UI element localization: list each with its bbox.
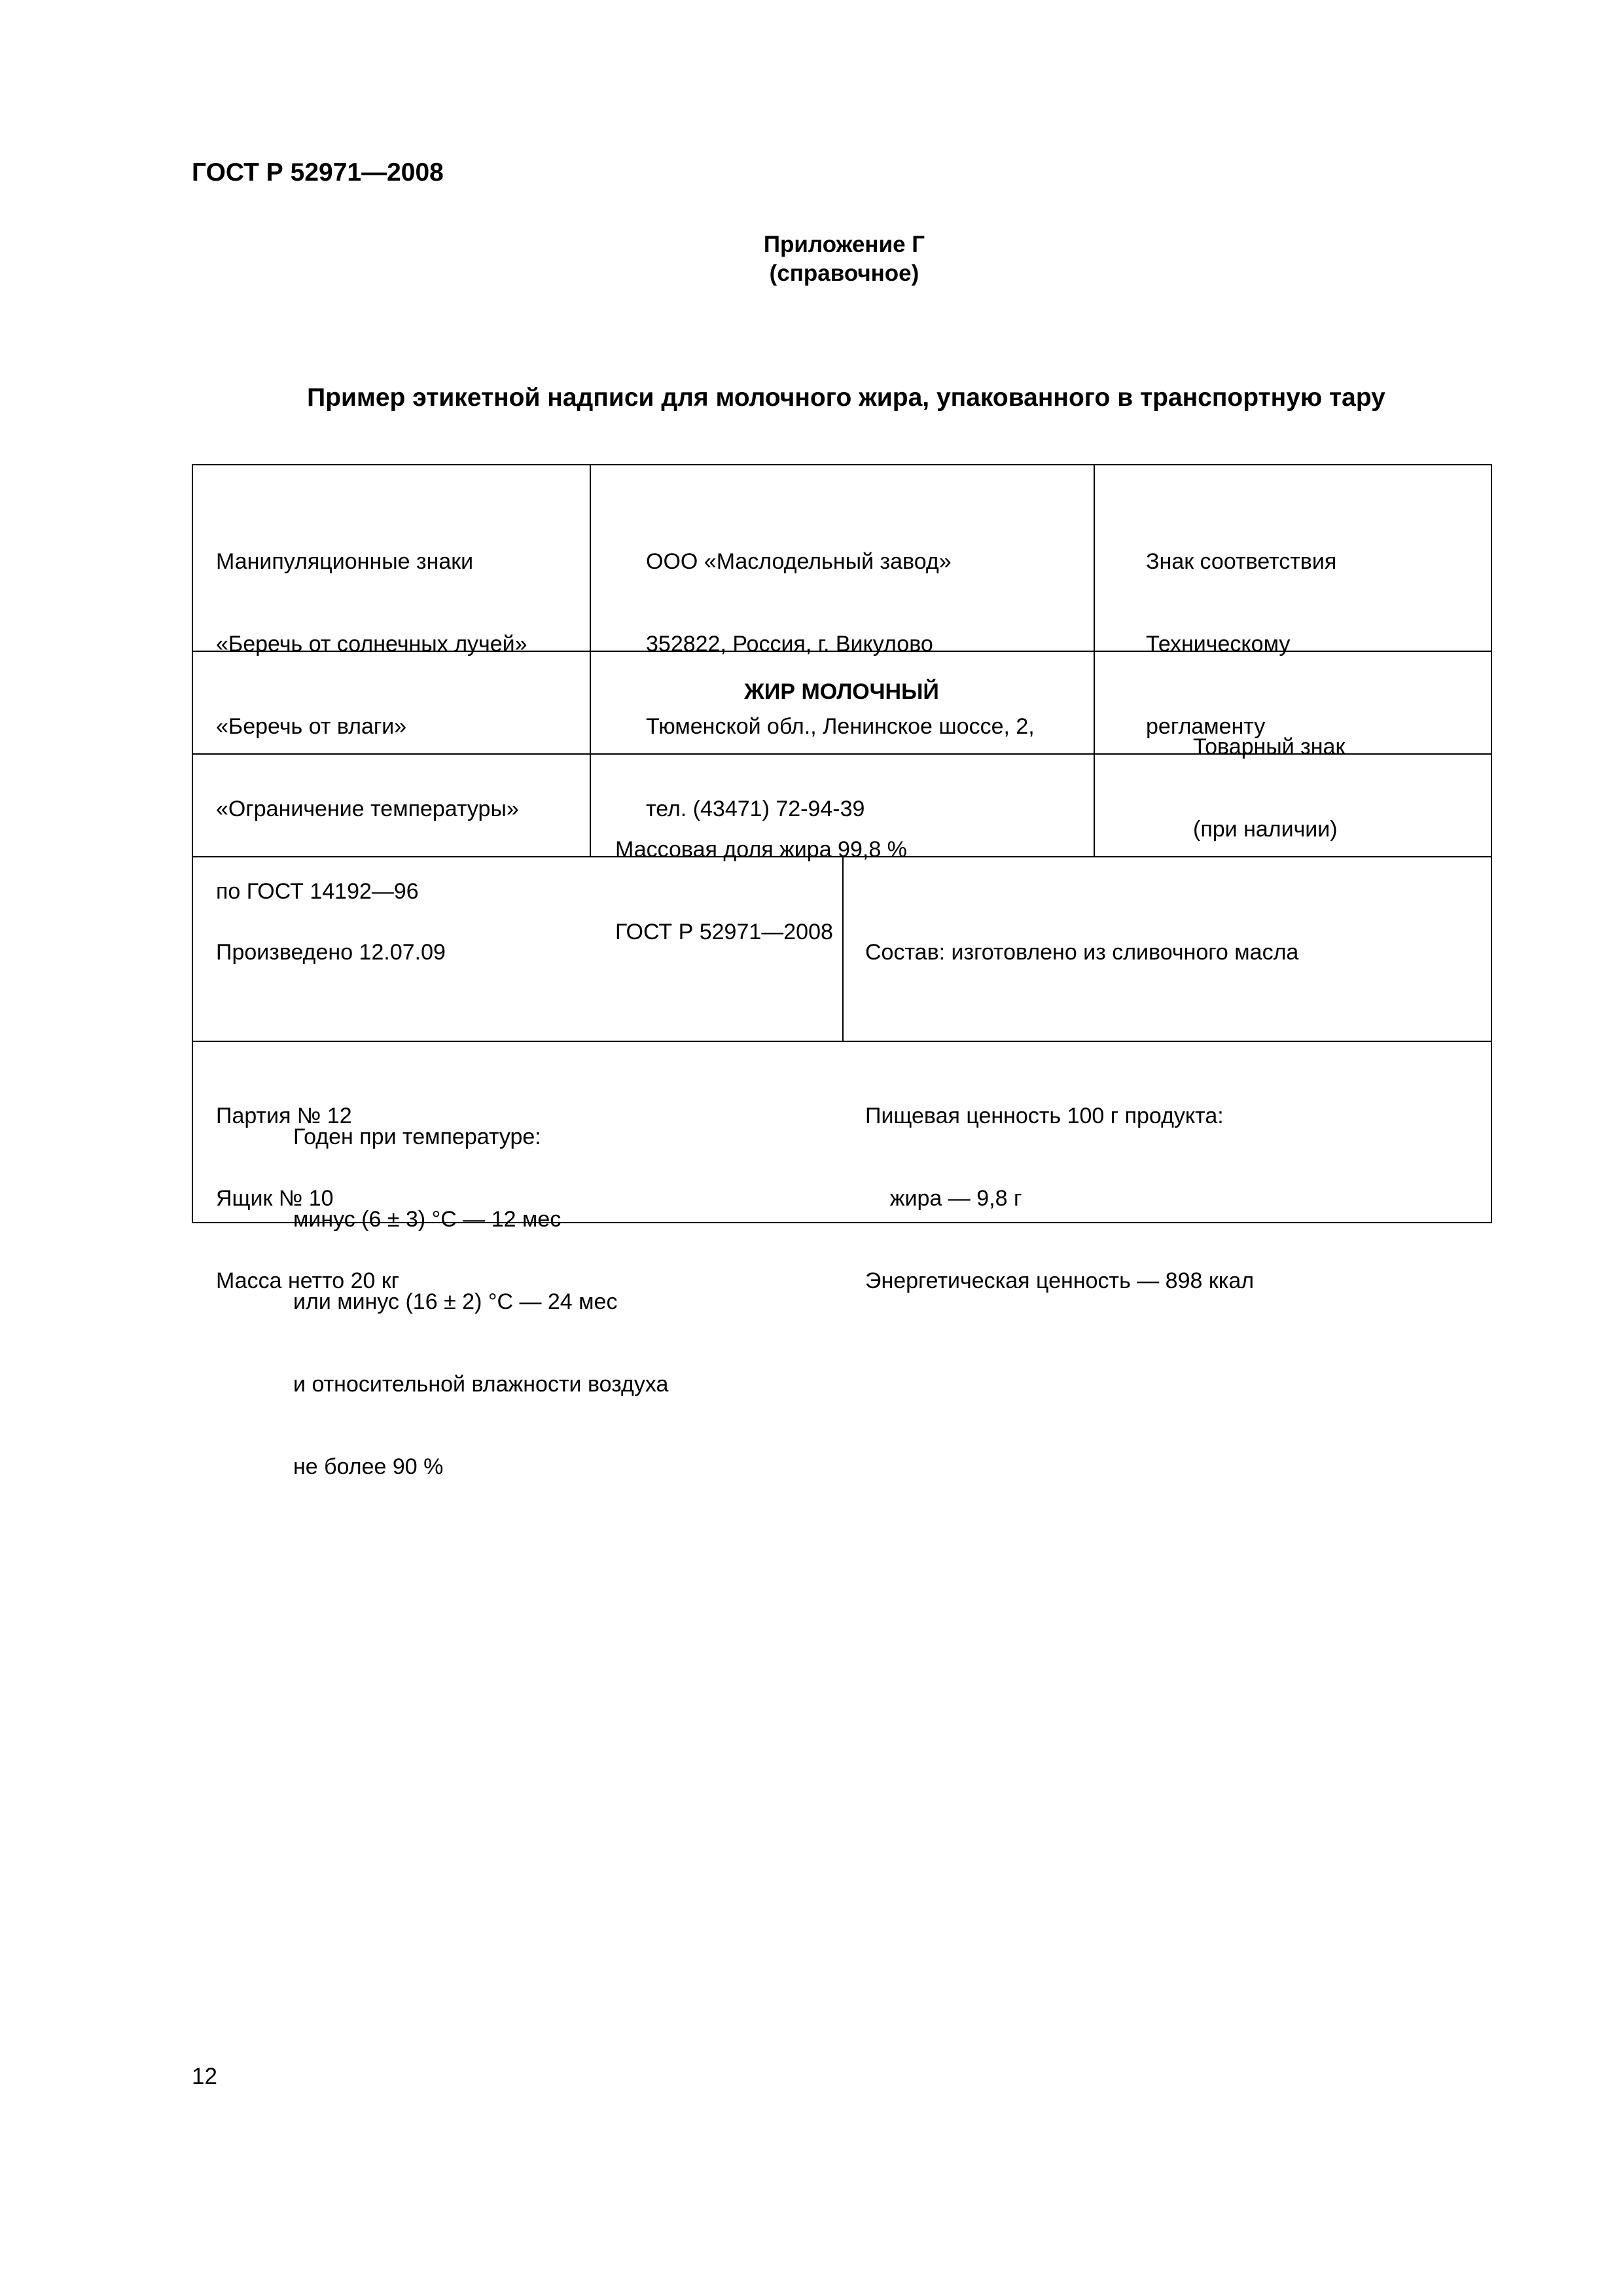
fat-content-cell (615, 781, 907, 1001)
cell-line: регламенту (1146, 714, 1266, 739)
section-title: Пример этикетной надписи для молочного жира, упакованного в транспортную тару (307, 384, 1385, 412)
cell-line: 352822, Россия, г. Викулово (646, 632, 933, 656)
cell-line: Годен при температуре: (293, 1124, 541, 1149)
trademark-cell (1193, 678, 1345, 898)
cell-line: минус (6 ± 3) °С — 12 мес (293, 1207, 562, 1232)
cell-line: Энергетическая ценность — 898 ккал (865, 1268, 1255, 1293)
composition: Состав: изготовлено из сливочного масла (865, 940, 1299, 965)
cell-line: Пищевая ценность 100 г продукта: (865, 1103, 1224, 1128)
cell-line: тел. (43471) 72-94-39 (646, 797, 865, 821)
column-divider (590, 465, 591, 856)
production-date: Произведено 12.07.09 (216, 940, 446, 965)
appendix-label: Приложение Г (763, 232, 925, 257)
storage-conditions-cell (293, 1068, 668, 1535)
document-header: ГОСТ Р 52971—2008 (192, 158, 444, 187)
cell-line: Техническому (1146, 632, 1291, 656)
appendix-type: (справочное) (769, 260, 919, 286)
cell-line: Массовая доля жира 99,8 % (615, 837, 907, 862)
product-name: ЖИР МОЛОЧНЫЙ (744, 679, 939, 704)
label-example-table (192, 464, 1492, 1479)
cell-line: Манипуляционные знаки (216, 549, 474, 574)
cell-line: Тюменской обл., Ленинское шоссе, 2, (646, 714, 1035, 739)
cell-line: или минус (16 ± 2) °С — 24 мес (293, 1289, 618, 1314)
composition-cell (865, 884, 1298, 1350)
cell-line: «Ограничение температуры» (216, 797, 519, 821)
cell-line: Ящик № 10 (216, 1186, 334, 1211)
column-divider (1094, 465, 1095, 856)
page-number: 12 (192, 2064, 217, 2089)
cell-line: «Беречь от влаги» (216, 714, 407, 739)
cell-line: Знак соответствия (1146, 549, 1337, 574)
cell-line: (при наличии) (1193, 817, 1338, 842)
cell-line: Партия № 12 (216, 1103, 352, 1128)
appendix-heading (589, 230, 1099, 288)
cell-line: ГОСТ Р 52971—2008 (615, 920, 833, 944)
cell-line: по ГОСТ 14192—96 (216, 879, 419, 904)
cell-line: и относительной влажности воздуха (293, 1372, 669, 1397)
cell-line: жира — 9,8 г (865, 1186, 1022, 1211)
cell-line: Товарный знак (1193, 734, 1346, 759)
cell-line: «Беречь от солнечных лучей» (216, 632, 527, 656)
cell-line: Масса нетто 20 кг (216, 1268, 400, 1293)
cell-line: не более 90 % (293, 1454, 444, 1479)
cell-line: ООО «Маслодельный завод» (646, 549, 952, 574)
